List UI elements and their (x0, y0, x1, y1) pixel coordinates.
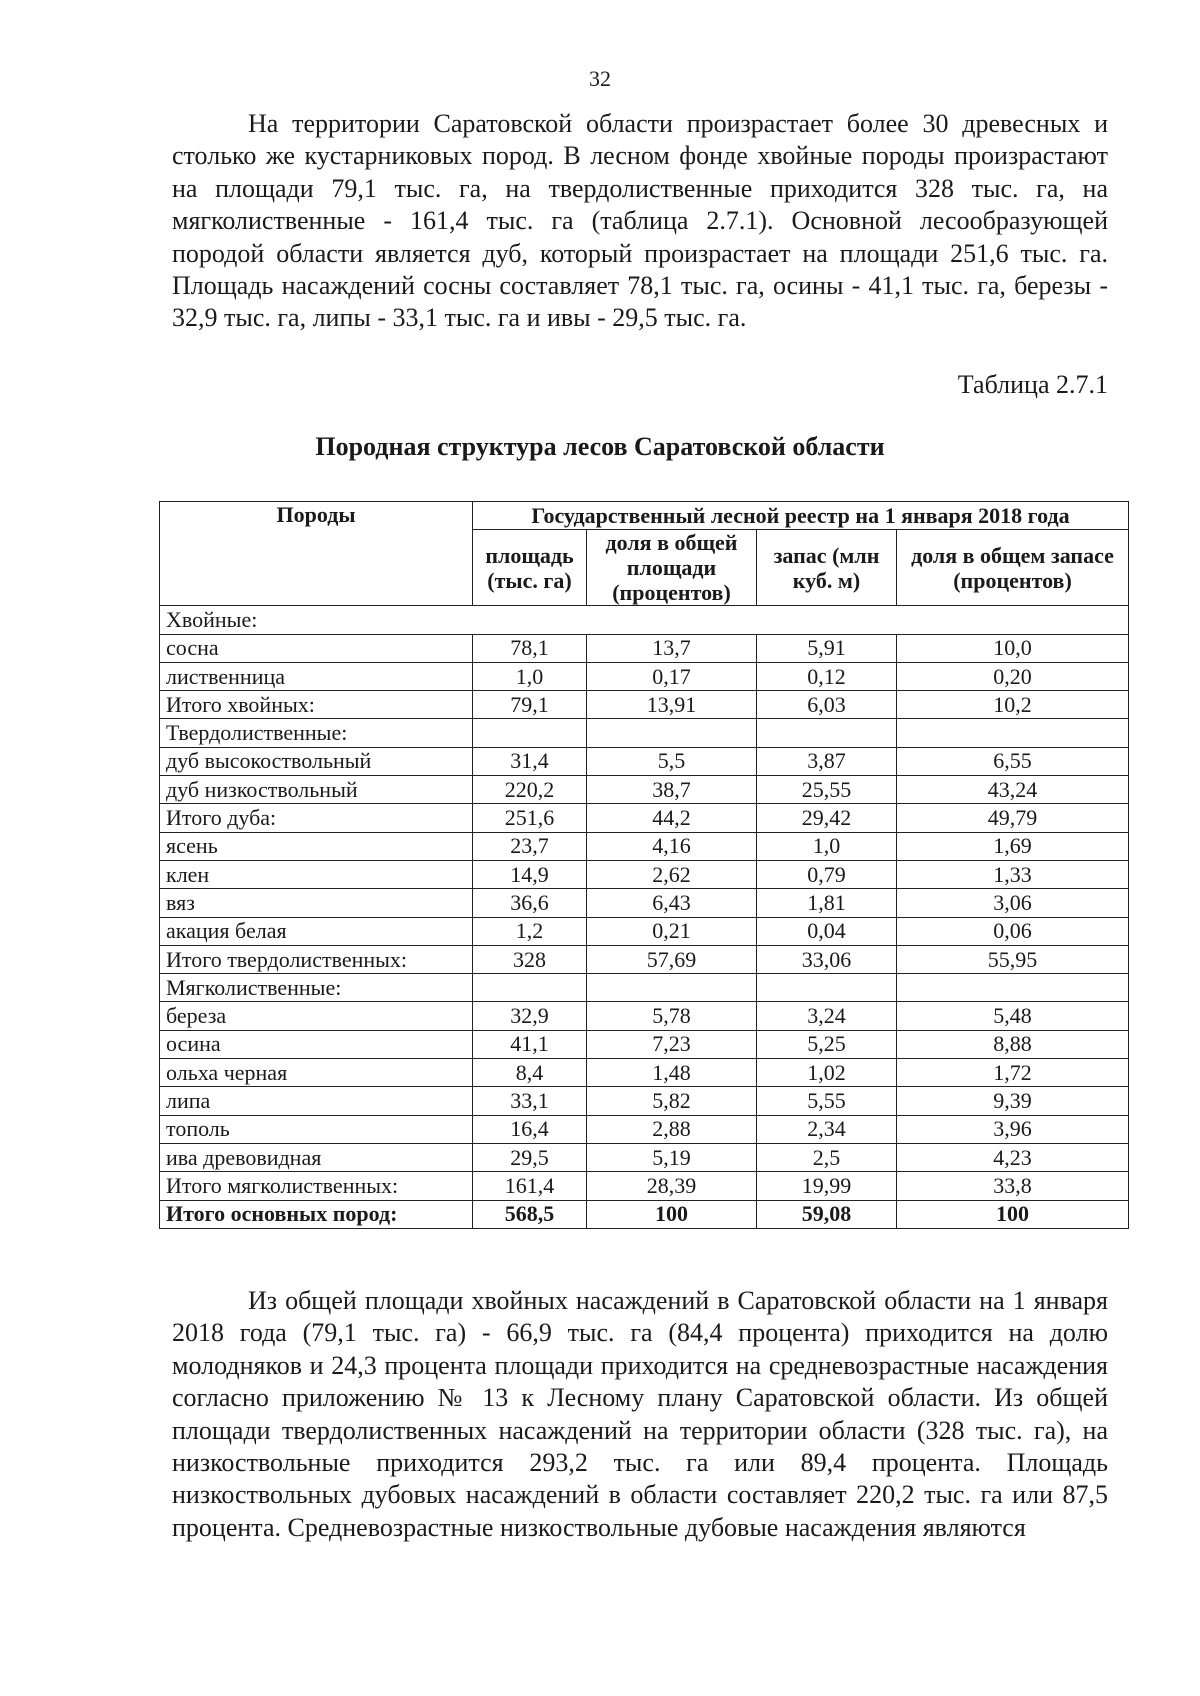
table-row (160, 974, 1129, 1002)
cell-stock-share: 3,96 (897, 1115, 1129, 1143)
species-name: ясень (160, 832, 473, 860)
cell-area (473, 974, 587, 1002)
cell-area: 33,1 (473, 1087, 587, 1115)
cell-stock: 1,0 (757, 832, 897, 860)
cell-area-share: 1,48 (587, 1059, 757, 1087)
cell-area-share: 38,7 (587, 776, 757, 804)
header-area-share: доля в общей площади (процентов) (587, 530, 757, 606)
cell-stock: 5,25 (757, 1030, 897, 1058)
table-row (160, 776, 1129, 804)
species-name: сосна (160, 634, 473, 662)
cell-stock-share: 10,2 (897, 691, 1129, 719)
table-row (160, 832, 1129, 860)
cell-stock-share: 0,20 (897, 662, 1129, 690)
species-name: дуб высокоствольный (160, 747, 473, 775)
cell-area: 220,2 (473, 776, 587, 804)
species-name: дуб низкоствольный (160, 776, 473, 804)
species-name: Итого основных пород: (160, 1200, 473, 1228)
species-name: вяз (160, 889, 473, 917)
header-stock-share: доля в общем запасе (процентов) (897, 530, 1129, 606)
species-name: липа (160, 1087, 473, 1115)
cell-stock: 3,24 (757, 1002, 897, 1030)
cell-stock-share: 33,8 (897, 1172, 1129, 1200)
cell-stock: 1,81 (757, 889, 897, 917)
cell-stock-share: 5,48 (897, 1002, 1129, 1030)
table-row (160, 1200, 1129, 1228)
cell-area: 36,6 (473, 889, 587, 917)
cell-stock-share: 4,23 (897, 1143, 1129, 1171)
cell-area-share: 2,88 (587, 1115, 757, 1143)
cell-area-share: 100 (587, 1200, 757, 1228)
cell-area: 251,6 (473, 804, 587, 832)
intro-paragraph-text: На территории Саратовской области произрастает более 30 древесных и столько же кустарниковых пород. В лесном фонде хвойные породы произрастают на площади 79,1 тыс. га, на твердолиственные приходится 328 тыс. га, на мягколиственные - 161,4 тыс. га (таблица 2.7.1). Основной лесообразующей породой области является дуб, который произрастает на площади 251,6 тыс. га. Площадь насаждений сосны составляет 78,1 тыс. га, осины - 41,1 тыс. га, березы - 32,9 тыс. га, липы - 33,1 тыс. га и ивы - 29,5 тыс. га. (172, 109, 1108, 333)
table-row (160, 662, 1129, 690)
table-body (160, 606, 1129, 1229)
cell-area: 161,4 (473, 1172, 587, 1200)
cell-stock: 59,08 (757, 1200, 897, 1228)
cell-stock-share (897, 719, 1129, 747)
species-name: береза (160, 1002, 473, 1030)
cell-stock-share (897, 974, 1129, 1002)
header-registry-group: Государственный лесной реестр на 1 января 2018 года (473, 502, 1129, 530)
cell-stock: 33,06 (757, 945, 897, 973)
species-name: Итого дуба: (160, 804, 473, 832)
cell-area-share: 5,19 (587, 1143, 757, 1171)
cell-stock-share: 100 (897, 1200, 1129, 1228)
cell-area: 23,7 (473, 832, 587, 860)
cell-area-share: 13,7 (587, 634, 757, 662)
cell-area: 568,5 (473, 1200, 587, 1228)
cell-area-share: 0,17 (587, 662, 757, 690)
cell-area: 1,0 (473, 662, 587, 690)
cell-stock: 29,42 (757, 804, 897, 832)
species-name: клен (160, 860, 473, 888)
cell-area: 79,1 (473, 691, 587, 719)
cell-stock: 25,55 (757, 776, 897, 804)
page-number: 32 (589, 66, 611, 91)
cell-area-share: 6,43 (587, 889, 757, 917)
table-row (160, 1030, 1129, 1058)
cell-area: 328 (473, 945, 587, 973)
section-label: Хвойные: (160, 606, 1129, 634)
table-row (160, 917, 1129, 945)
cell-area-share: 0,21 (587, 917, 757, 945)
table-row (160, 719, 1129, 747)
cell-stock-share: 0,06 (897, 917, 1129, 945)
cell-stock: 3,87 (757, 747, 897, 775)
intro-paragraph (172, 108, 1108, 335)
species-name: тополь (160, 1115, 473, 1143)
cell-stock-share: 3,06 (897, 889, 1129, 917)
table-row (160, 860, 1129, 888)
cell-area: 41,1 (473, 1030, 587, 1058)
cell-stock: 0,04 (757, 917, 897, 945)
cell-stock: 0,79 (757, 860, 897, 888)
cell-area-share: 4,16 (587, 832, 757, 860)
cell-stock-share: 6,55 (897, 747, 1129, 775)
species-name: Твердолиственные: (160, 719, 473, 747)
cell-stock-share: 8,88 (897, 1030, 1129, 1058)
cell-stock-share: 43,24 (897, 776, 1129, 804)
species-name: Мягколиственные: (160, 974, 473, 1002)
header-area: площадь (тыс. га) (473, 530, 587, 606)
cell-area: 78,1 (473, 634, 587, 662)
cell-area-share: 44,2 (587, 804, 757, 832)
cell-area: 29,5 (473, 1143, 587, 1171)
table-row (160, 1002, 1129, 1030)
species-name: лиственница (160, 662, 473, 690)
table-caption: Таблица 2.7.1 (957, 370, 1108, 399)
table-row (160, 1115, 1129, 1143)
cell-area-share: 13,91 (587, 691, 757, 719)
cell-area: 16,4 (473, 1115, 587, 1143)
cell-area-share: 7,23 (587, 1030, 757, 1058)
table-row (160, 1087, 1129, 1115)
cell-stock-share: 55,95 (897, 945, 1129, 973)
table-row (160, 1059, 1129, 1087)
cell-stock: 6,03 (757, 691, 897, 719)
species-name: ольха черная (160, 1059, 473, 1087)
species-name: Итого мягколиственных: (160, 1172, 473, 1200)
table-row (160, 747, 1129, 775)
cell-area-share: 5,82 (587, 1087, 757, 1115)
cell-area-share: 2,62 (587, 860, 757, 888)
table-row (160, 804, 1129, 832)
cell-stock-share: 1,33 (897, 860, 1129, 888)
table-row (160, 634, 1129, 662)
cell-stock (757, 974, 897, 1002)
cell-stock-share: 9,39 (897, 1087, 1129, 1115)
table-row (160, 691, 1129, 719)
cell-area-share (587, 719, 757, 747)
cell-stock: 0,12 (757, 662, 897, 690)
cell-stock-share: 49,79 (897, 804, 1129, 832)
cell-area-share: 28,39 (587, 1172, 757, 1200)
header-species: Породы (160, 502, 473, 606)
cell-stock (757, 719, 897, 747)
cell-area-share (587, 974, 757, 1002)
table-row (160, 1143, 1129, 1171)
cell-area: 14,9 (473, 860, 587, 888)
conclusion-paragraph-text: Из общей площади хвойных насаждений в Саратовской области на 1 января 2018 года (79,1 тыс. га) - 66,9 тыс. га (84,4 процента) приходится на долю молодняков и 24,3 процента площади приходится на средневозрастные насаждения согласно приложению № 13 к Лесному плану Саратовской области. Из общей площади твердолиственных насаждений на территории области (328 тыс. га), на низкоствольные приходится 293,2 тыс. га или 89,4 процента. Площадь низкоствольных дубовых насаждений в области составляет 220,2 тыс. га или 87,5 процента. Средневозрастные низкоствольные дубовые насаждения являются (172, 1286, 1108, 1542)
species-name: Итого твердолиственных: (160, 945, 473, 973)
table-row (160, 945, 1129, 973)
cell-stock: 1,02 (757, 1059, 897, 1087)
species-name: ива древовидная (160, 1143, 473, 1171)
cell-area-share: 5,5 (587, 747, 757, 775)
cell-stock: 2,34 (757, 1115, 897, 1143)
header-stock: запас (млн куб. м) (757, 530, 897, 606)
conclusion-paragraph (172, 1285, 1108, 1544)
table-row (160, 606, 1129, 634)
table-row (160, 1172, 1129, 1200)
cell-stock-share: 1,69 (897, 832, 1129, 860)
table-row (160, 889, 1129, 917)
cell-stock-share: 10,0 (897, 634, 1129, 662)
cell-area-share: 5,78 (587, 1002, 757, 1030)
cell-stock: 5,55 (757, 1087, 897, 1115)
cell-area (473, 719, 587, 747)
cell-area: 31,4 (473, 747, 587, 775)
cell-stock: 5,91 (757, 634, 897, 662)
cell-area: 8,4 (473, 1059, 587, 1087)
cell-area: 32,9 (473, 1002, 587, 1030)
species-name: осина (160, 1030, 473, 1058)
cell-stock-share: 1,72 (897, 1059, 1129, 1087)
cell-stock: 19,99 (757, 1172, 897, 1200)
cell-area-share: 57,69 (587, 945, 757, 973)
cell-area: 1,2 (473, 917, 587, 945)
species-name: Итого хвойных: (160, 691, 473, 719)
table-title: Породная структура лесов Саратовской области (315, 432, 885, 461)
cell-stock: 2,5 (757, 1143, 897, 1171)
species-name: акация белая (160, 917, 473, 945)
species-structure-table (159, 501, 1129, 1229)
